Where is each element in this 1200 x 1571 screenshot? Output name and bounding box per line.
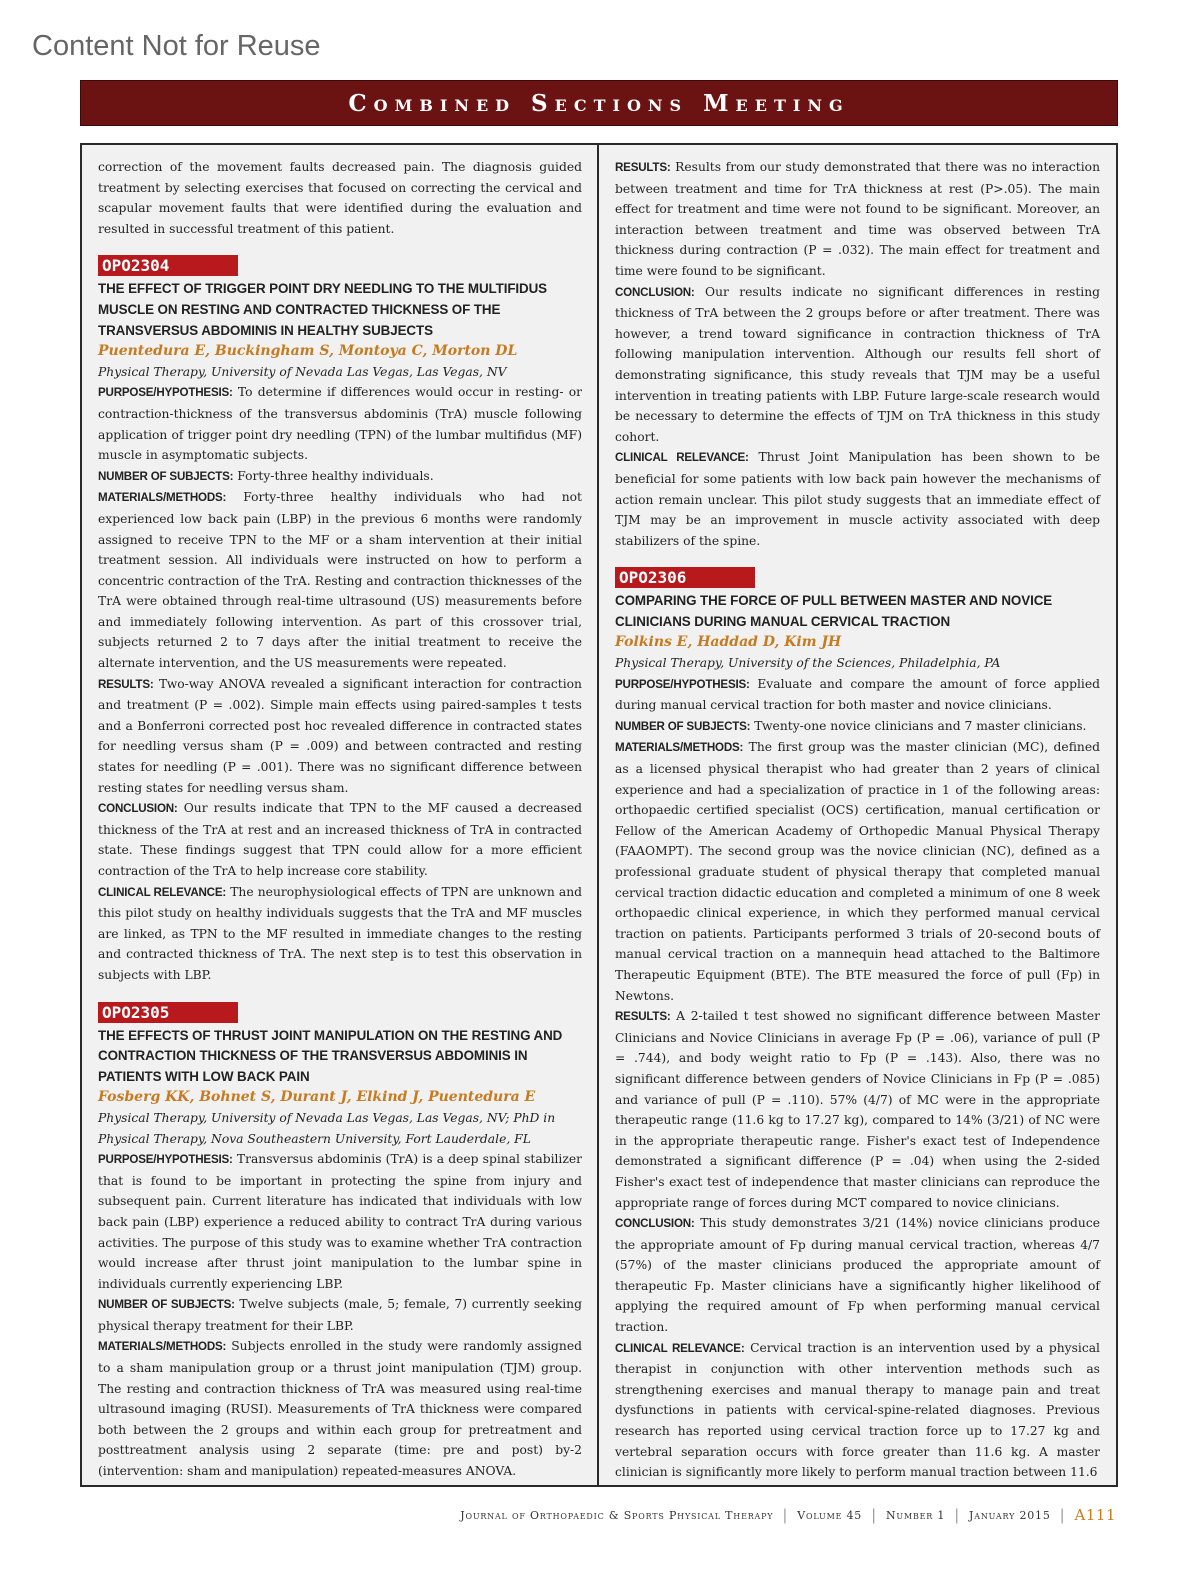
section-text: Thrust Joint Manipulation has been shown to be beneficial for some patients with low back pain however the mechanisms of action remain unclear. This pilot study suggests that an immediate effect of TJM may be an improvement in muscle activity associated with deep stabilizers of the spine.	[615, 450, 1100, 548]
section-label: MATERIALS/METHODS:	[98, 491, 227, 505]
abstract-opo2305	[98, 986, 582, 1482]
section-label: MATERIALS/METHODS:	[615, 741, 744, 755]
abstract-title: THE EFFECTS OF THRUST JOINT MANIPULATION ON THE RESTING AND CONTRACTION THICKNESS OF THE TRANSVERSUS ABDOMINIS IN PATIENTS WITH LOW BACK PAIN	[98, 1027, 563, 1084]
abstract-id: OPO2305	[98, 1002, 238, 1023]
section-label: CLINICAL RELEVANCE:	[615, 1341, 745, 1355]
subjects-section	[98, 466, 582, 488]
relevance-section	[615, 447, 1100, 551]
section-text: Transversus abdominis (TrA) is a deep spinal stabilizer that is found to be important in protecting the spine from injury and subsequent pain. Current literature has indicated that individuals with low back pain (LBP) experience a reduced ability to contract TrA during various activities. The purpose of this study was to examine whether TrA contraction would increase after thrust joint manipulation to the lumbar spine in individuals currently experiencing LBP.	[98, 1152, 582, 1291]
section-label: RESULTS:	[615, 1010, 671, 1024]
section-label: PURPOSE/HYPOTHESIS:	[98, 386, 233, 400]
section-label: RESULTS:	[615, 161, 671, 174]
abstract-authors: Folkins E, Haddad D, Kim JH	[615, 634, 842, 651]
abstract-affiliation: Physical Therapy, University of Nevada Las Vegas, Las Vegas, NV; PhD in Physical Therapy, Nova Southeastern University, Fort Lauderdale, FL	[98, 1110, 556, 1146]
abstract-title: THE EFFECT OF TRIGGER POINT DRY NEEDLING TO THE MULTIFIDUS MUSCLE ON RESTING AND CONTRACTED THICKNESS OF THE TRANSVERSUS ABDOMINIS IN HEALTHY SUBJECTS	[98, 281, 547, 338]
section-text: Subjects enrolled in the study were randomly assigned to a sham manipulation group or a thrust joint manipulation (TJM) group. The resting and contraction thickness of TrA was measured using real-time ultrasound imaging (RUSI). Measurements of TrA thickness were compared both between the 2 groups and within each group for pretreatment and posttreatment analysis using 2 separate (time: pre and post) by-2 (intervention: sham and manipulation) repeated-measures ANOVA.	[98, 1339, 582, 1479]
watermark: Content Not for Reuse	[32, 30, 321, 62]
page-number: A111	[1074, 1506, 1116, 1524]
results-section	[615, 1006, 1100, 1213]
methods-section	[98, 1336, 582, 1481]
section-label: NUMBER OF SUBJECTS:	[98, 1298, 235, 1312]
section-text: Forty-three healthy individuals who had not experienced low back pain (LBP) in the previous 6 months were randomly assigned to receive TPN to the MF or a sham intervention at their initial treatment session. All individuals were instructed on how to perform a concentric contraction of the TrA. Resting and contraction thicknesses of the TrA were obtained through real-time ultrasound (US) measurements before and immediately following intervention. As part of this crossover trial, subjects returned 2 to 7 days after the initial treatment to receive the alternate intervention, and the US measurements were repeated.	[98, 490, 582, 671]
section-text: A 2-tailed t test showed no significant difference between Master Clinicians and Novice Clinicians in average Fp (P = .06), variance of pull (P = .744), and body weight ratio to Fp (P = .143). Also, there was no significant difference between genders of Novice Clinicians in Fp (P = .085) and variance of pull (P = .110). 57% (4/7) of MC were in the appropriate therapeutic range (11.6 kg to 17.27 kg), compared to 14% (3/21) of NC were in the appropriate therapeutic range. Fisher's exact test of Independence demonstrated a significant difference (P = .04) when using the 2-sided Fisher's exact test of independence that master clinicians can reproduce the appropriate range of forces during MCT compared to novice clinicians.	[615, 1009, 1100, 1210]
section-label: CONCLUSION:	[615, 1217, 695, 1231]
abstract-authors: Puentedura E, Buckingham S, Montoya C, Morton DL	[98, 343, 518, 360]
section-banner	[80, 80, 1118, 126]
results-section	[98, 674, 582, 799]
section-label: NUMBER OF SUBJECTS:	[98, 469, 234, 483]
section-label: CONCLUSION:	[98, 802, 178, 816]
section-text: Results from our study demonstrated that there was no interaction between treatment and time for TrA thickness at rest (P>.05). The main effect for treatment and time were not found to be significant. Moreover, an interaction between treatment and time was observed between TrA thickness during contraction (P = .032). The main effect for treatment and time were found to be significant.	[615, 160, 1100, 278]
abstract-affiliation: Physical Therapy, University of the Sciences, Philadelphia, PA	[615, 656, 1001, 671]
section-text: To determine if differences would occur in resting- or contraction-thickness of the transversus abdominis (TrA) muscle following application of trigger point dry needling (TPN) of the lumbar multifidus (MF) muscle in asymptomatic subjects.	[98, 385, 582, 463]
methods-section	[98, 487, 582, 673]
section-text: The neurophysiological effects of TPN are unknown and this pilot study on healthy individuals suggests that the TrA and MF muscles are linked, as TPN to the MF resulted in immediate changes to the resting and contracted thickness of TrA. The next step is to test this observation in subjects with LBP.	[98, 884, 583, 982]
banner-title: Combined Sections Meeting	[348, 89, 850, 117]
conclusion-section	[98, 798, 582, 881]
section-label: CONCLUSION:	[615, 285, 695, 299]
footer-separator: |	[871, 1506, 877, 1524]
purpose-section	[615, 674, 1100, 716]
section-text: Evaluate and compare the amount of force applied during manual cervical traction for both master and novice clinicians.	[615, 676, 1100, 713]
conclusion-section	[615, 282, 1100, 448]
right-column	[599, 145, 1116, 1485]
abstract-id: OPO2306	[615, 567, 755, 588]
intro-paragraph: correction of the movement faults decreased pain. The diagnosis guided treatment by selecting exercises that focused on correcting the cervical and scapular movement faults that were identified during the evaluation and resulted in successful treatment of this patient.	[98, 160, 582, 236]
abstract-title: COMPARING THE FORCE OF PULL BETWEEN MASTER AND NOVICE CLINICIANS DURING MANUAL CERVICAL TRACTION	[615, 593, 1053, 629]
relevance-section	[98, 882, 582, 986]
section-label: PURPOSE/HYPOTHESIS:	[615, 677, 750, 691]
footer-separator: |	[782, 1506, 789, 1524]
section-text: Twenty-one novice clinicians and 7 master clinicians.	[754, 718, 1087, 733]
section-label: PURPOSE/HYPOTHESIS:	[98, 1153, 233, 1167]
section-text: Forty-three healthy individuals.	[237, 468, 434, 483]
journal-name: Journal of Orthopaedic & Sports Physical Therapy	[460, 1508, 774, 1522]
footer-separator: |	[1059, 1506, 1066, 1524]
left-column	[82, 145, 599, 1485]
article-body	[80, 143, 1118, 1487]
section-text: The first group was the master clinician (MC), defined as a licensed physical therapist who had greater than 2 years of clinical experience and had a specialization of practice in 1 of the following areas: orthopaedic certified specialist (OCS) certification, manual certification or Fellow of the American Academy of Orthopedic Manual Physical Therapy (FAAOMPT). The second group was the novice clinician (NC), defined as a professional graduate student of physical therapy that completed manual cervical traction didactic education and completed a minimum of one 8 week orthopaedic clinical experience, in which they performed manual cervical traction on patients. Participants performed 3 trials of 20-second bouts of manual cervical traction on a mannequin head attached to the Baltimore Therapeutic Equipment (BTE). The BTE measured the force of pull (Fp) in Newtons.	[615, 740, 1100, 1003]
subjects-section	[615, 716, 1100, 738]
methods-section	[615, 737, 1100, 1006]
subjects-section	[98, 1294, 582, 1336]
issue-date: January 2015	[969, 1508, 1051, 1522]
abstract-opo2304	[98, 239, 582, 985]
abstract-opo2306	[615, 551, 1100, 1483]
abstract-id: OPO2304	[98, 255, 238, 276]
section-label: RESULTS:	[98, 677, 154, 691]
purpose-section	[98, 1149, 582, 1294]
conclusion-section	[615, 1213, 1100, 1338]
section-text: Our results indicate no significant differences in resting thickness of TrA between the 2 groups before or after treatment. There was however, a trend toward significance in contraction thickness of TrA following manipulation intervention. Although our results fell short of demonstrating significance, this study reveals that TJM may be a useful intervention in treating patients with LBP. Future large-scale research would be necessary to determine the effects of TJM on TrA thickness in this study cohort.	[615, 284, 1100, 444]
section-text: Our results indicate that TPN to the MF caused a decreased thickness of the TrA at rest and an increased thickness of TrA in contracted state. These findings suggest that TPN could allow for a more efficient contraction of the TrA to help increase core stability.	[98, 801, 582, 878]
results-section	[615, 157, 1100, 282]
volume: Volume 45	[797, 1508, 863, 1522]
issue-number: Number 1	[885, 1508, 946, 1522]
section-label: CLINICAL RELEVANCE:	[98, 885, 227, 899]
purpose-section	[98, 382, 582, 465]
section-label: MATERIALS/METHODS:	[98, 1340, 227, 1354]
section-label: CLINICAL RELEVANCE:	[615, 451, 749, 465]
section-text: Twelve subjects (male, 5; female, 7) currently seeking physical therapy treatment for their LBP.	[98, 1297, 582, 1333]
page-footer	[460, 1506, 1116, 1524]
section-text: This study demonstrates 3/21 (14%) novice clinicians produce the appropriate amount of Fp during manual cervical traction, whereas 4/7 (57%) of the master clinicians produced the appropriate amount of therapeutic Fp. Master clinicians have a significantly higher likelihood of applying the required amount of Fp when performing manual cervical traction.	[615, 1216, 1100, 1335]
abstract-authors: Fosberg KK, Bohnet S, Durant J, Elkind J, Puentedura E	[98, 1089, 536, 1106]
abstract-affiliation: Physical Therapy, University of Nevada Las Vegas, Las Vegas, NV	[98, 364, 507, 379]
section-label: NUMBER OF SUBJECTS:	[615, 719, 751, 733]
section-text: Two-way ANOVA revealed a significant interaction for contraction and treatment (P = .002). Simple main effects using paired-samples t tests and a Bonferroni corrected post hoc revealed difference in contracted states for needling versus sham (P = .009) and between contracted and resting states for needling (P = .001). There was no significant difference between resting states for needling versus sham.	[98, 676, 582, 795]
footer-separator: |	[954, 1506, 961, 1524]
relevance-section	[615, 1338, 1100, 1483]
section-text: Cervical traction is an intervention used by a physical therapist in conjunction with other intervention methods such as strengthening exercises and manual therapy to manage pain and treat dysfunctions in patients with cervical-spine-related diagnoses. Previous research has reported using cervical traction force up to 17.27 kg and vertebral separation occurs with force greater than 11.6 kg. A master clinician is significantly more likely to perform manual traction between 11.6	[615, 1340, 1100, 1480]
